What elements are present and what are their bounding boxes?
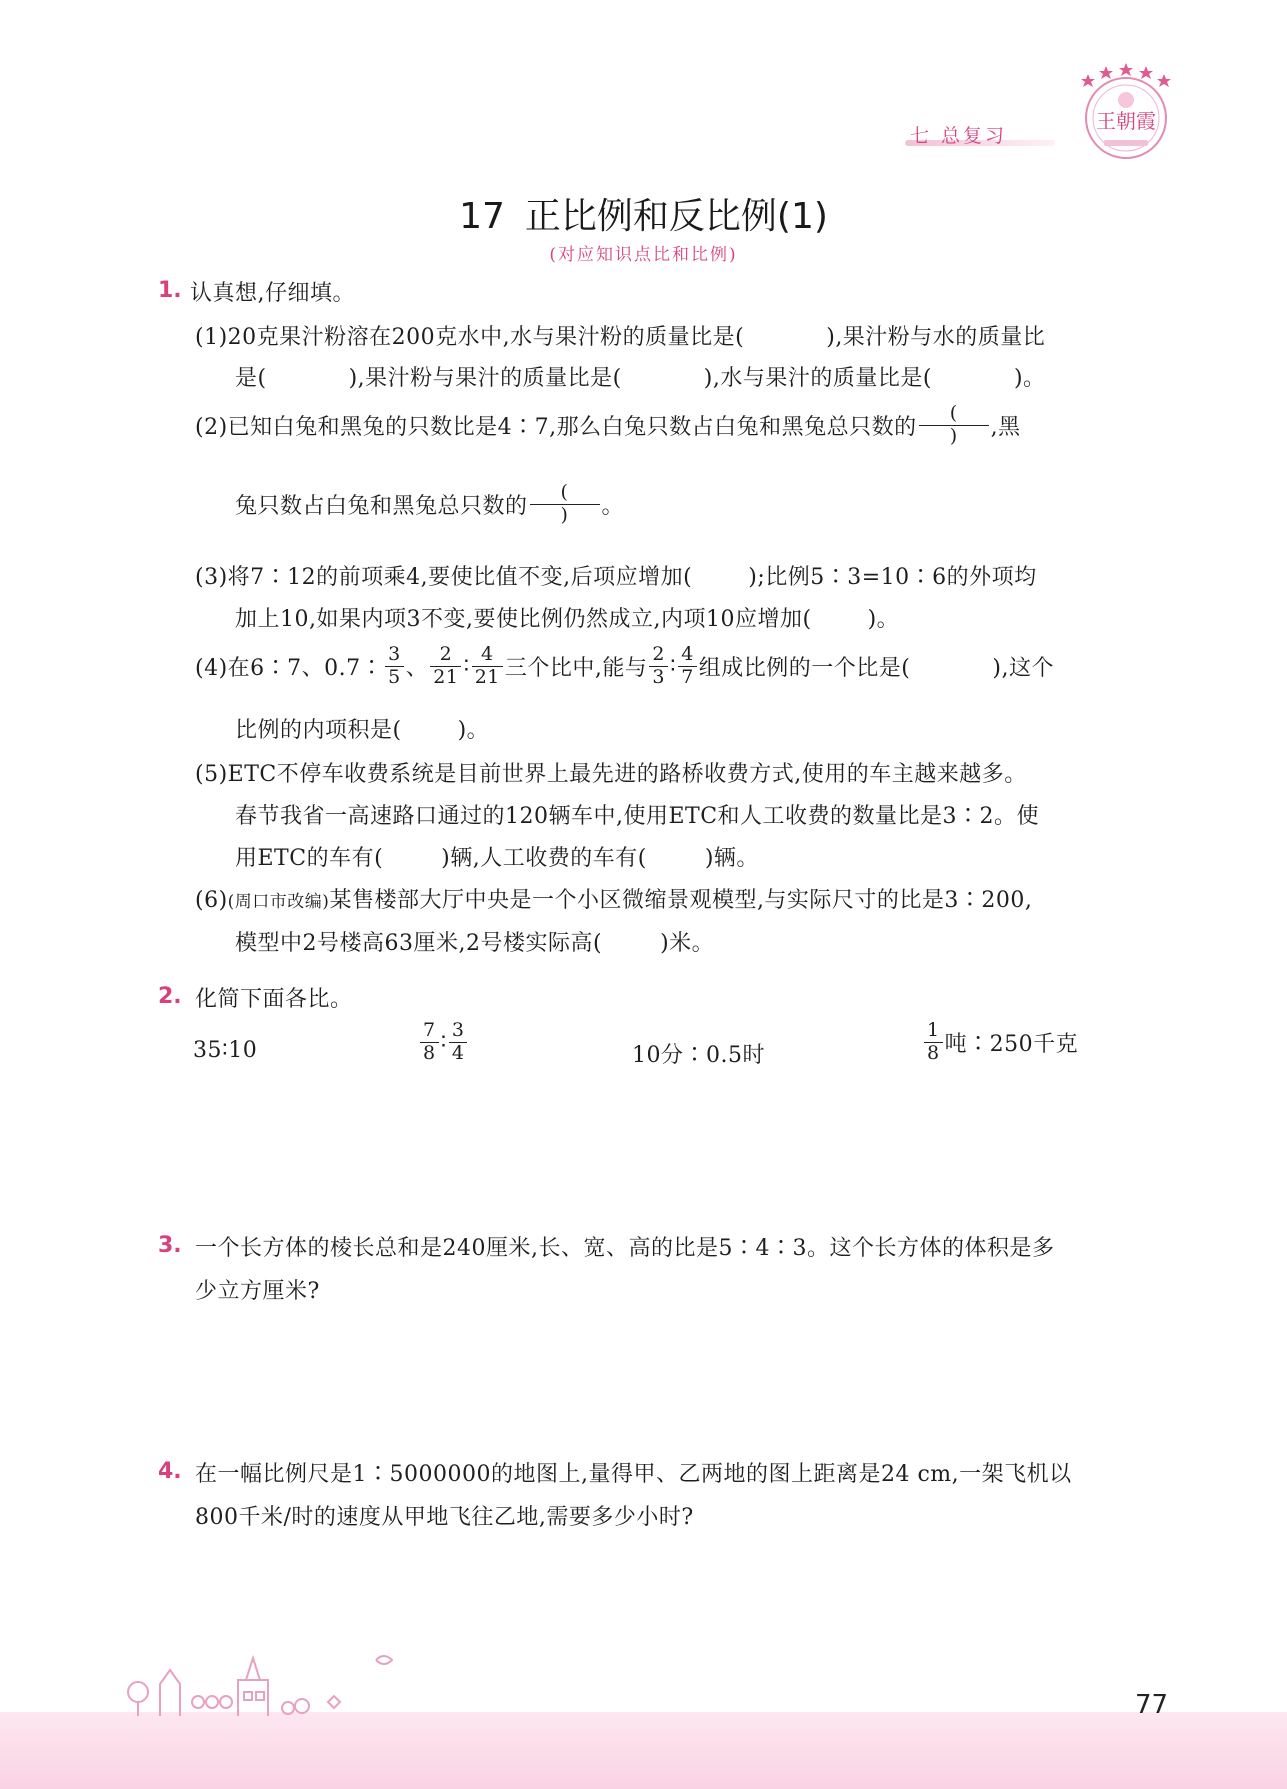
q2-item3: 10分∶0.5时: [632, 1043, 765, 1068]
q1-part4-line1: (4)在6∶7、0.7∶ $\frac{3}{5}$ 、 $\frac{2}{21}$ ∶ $\frac{4}{21}$ 三个比中,能与 $\frac{2}{3}$ ∶ $\frac{4}{7}$ 组成比例的一个比是( ),这个: [195, 643, 1054, 688]
q1-part3-line1: (3)将7∶12的前项乘4,要使比值不变,后项应增加( );比例5∶3=10∶6的外项均: [195, 565, 1037, 590]
fraction-4-21: $\frac{4}{21}$: [472, 644, 503, 689]
fraction-blank[interactable]: $\frac{(}{)}$: [530, 482, 600, 527]
fraction-2-3: $\frac{2}{3}$: [649, 644, 668, 689]
q1-part3-line2: 加上10,如果内项3不变,要使比例仍然成立,内项10应增加( )。: [235, 607, 900, 632]
q1-part2-line1: (2)已知白兔和黑兔的只数比是4∶7,那么白兔只数占白兔和黑兔总只数的 $\frac{(}{)}$ ,黑: [195, 402, 1021, 447]
q2-item1: 35∶10: [193, 1038, 258, 1063]
footer-band: [0, 1712, 1287, 1789]
page-number: 77: [1135, 1690, 1169, 1720]
page-title: [0, 188, 1287, 239]
q1-part5-line1: (5)ETC不停车收费系统是目前世界上最先进的路桥收费方式,使用的车主越来越多。: [195, 762, 1027, 787]
q1-part4-line2: 比例的内项积是( )。: [235, 718, 490, 743]
q1-part1-line1: (1)20克果汁粉溶在200克水中,水与果汁粉的质量比是( ),果汁粉与水的质量比: [195, 325, 1046, 350]
q4-number: 4.: [158, 1459, 182, 1484]
fraction-blank[interactable]: $\frac{(}{)}$: [919, 403, 989, 448]
q3-line2: 少立方厘米?: [195, 1279, 320, 1304]
q1-part2-line2: 兔只数占白兔和黑兔总只数的 $\frac{(}{)}$ 。: [235, 481, 625, 526]
fraction-2-21: $\frac{2}{21}$: [430, 644, 461, 689]
q3-line1: 一个长方体的棱长总和是240厘米,长、宽、高的比是5∶4∶3。这个长方体的体积是多: [195, 1236, 1055, 1261]
fraction-3-4: $\frac{3}{4}$: [449, 1020, 468, 1065]
q4-line1: 在一幅比例尺是1∶5000000的地图上,量得甲、乙两地的图上距离是24 cm,一架飞机以: [195, 1462, 1072, 1487]
q3-number: 3.: [158, 1233, 182, 1258]
source-note: (周口市改编): [227, 892, 330, 912]
q1-number: 1.: [158, 278, 182, 303]
q2-instruction: 化简下面各比。: [195, 987, 353, 1012]
q2-item2: $\frac{7}{8}$ ∶ $\frac{3}{4}$: [418, 1020, 469, 1065]
brand-seal-logo: [1068, 60, 1184, 164]
q2-number: 2.: [158, 984, 182, 1009]
lesson-title: 正比例和反比例(1): [524, 196, 828, 237]
section-tag: 七 总复习: [910, 125, 1008, 147]
fraction-1-8: $\frac{1}{8}$: [924, 1020, 943, 1065]
q1-part5-line2: 春节我省一高速路口通过的120辆车中,使用ETC和人工收费的数量比是3∶2。使: [235, 804, 1040, 829]
q1-part6-line2: 模型中2号楼高63厘米,2号楼实际高( )米。: [235, 931, 715, 956]
q4-line2: 800千米/时的速度从甲地飞往乙地,需要多少小时?: [195, 1505, 694, 1530]
page-subtitle: (对应知识点比和比例): [549, 245, 738, 265]
footer-town-illustration: [118, 1640, 438, 1720]
fraction-7-8: $\frac{7}{8}$: [420, 1020, 439, 1065]
fraction-3-5: $\frac{3}{5}$: [385, 644, 404, 689]
lesson-number: 17: [459, 196, 505, 237]
q1-part1-line2: 是( ),果汁粉与果汁的质量比是( ),水与果汁的质量比是( )。: [235, 366, 1046, 391]
q1-part5-line3: 用ETC的车有( )辆,人工收费的车有( )辆。: [235, 846, 759, 871]
fraction-4-7: $\frac{4}{7}$: [678, 644, 697, 689]
q1-part6-line1: (6)(周口市改编)某售楼部大厅中央是一个小区微缩景观模型,与实际尺寸的比是3∶200,: [195, 888, 1033, 913]
q2-item4: $\frac{1}{8}$ 吨∶250千克: [922, 1020, 1078, 1065]
q1-instruction: 认真想,仔细填。: [190, 281, 355, 306]
seal-text: 王朝霞: [1096, 109, 1156, 133]
